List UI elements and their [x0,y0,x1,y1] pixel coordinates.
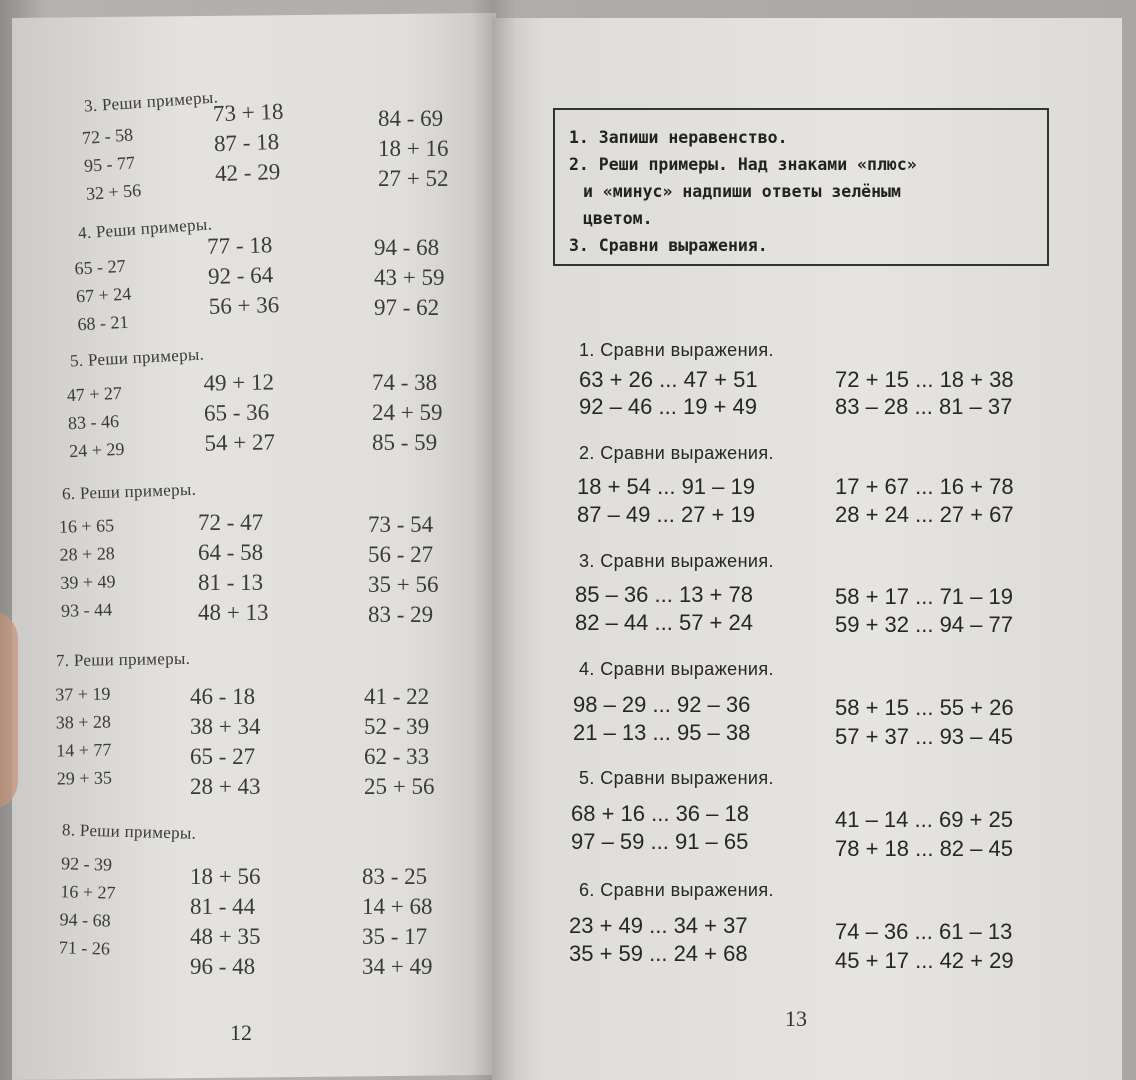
example: 83 - 29 [368,602,434,627]
example: 71 - 26 [58,937,111,959]
example: 48 + 35 [190,924,261,949]
example: 67 + 24 [75,283,132,307]
example: 73 + 18 [212,98,284,127]
task-instruction: цветом. [583,209,653,228]
exercise-title: 1. Сравни выражения. [579,340,774,360]
example: 83 - 46 [67,410,120,434]
task-instruction: 2. Реши примеры. Над знаками «плюс» [569,155,917,174]
column-2 [212,97,286,189]
comparison: 83 – 28 ... 81 – 37 [835,394,1013,419]
example: 27 + 52 [378,166,449,191]
task-instruction: 3. Сравни выражения. [569,236,768,255]
comparison: 78 + 18 ... 82 – 45 [835,836,1013,861]
example: 93 - 44 [60,599,113,621]
comparison: 23 + 49 ... 34 + 37 [569,913,748,938]
comparison: 63 + 26 ... 47 + 51 [579,367,758,392]
exercise-rows [573,578,1053,637]
comparison: 45 + 17 ... 42 + 29 [835,948,1014,973]
example: 64 - 58 [198,540,264,565]
example: 34 + 49 [362,954,433,979]
comparison: 35 + 59 ... 24 + 68 [569,941,748,966]
example: 62 - 33 [364,744,430,769]
column-1 [66,379,125,465]
example: 94 - 68 [374,235,440,260]
comparison: 72 + 15 ... 18 + 38 [835,367,1014,392]
example: 42 - 29 [214,158,281,187]
comparison: 57 + 37 ... 93 – 45 [835,724,1013,749]
example: 28 + 43 [190,774,261,799]
comparison: 97 – 59 ... 91 – 65 [571,829,749,854]
comparison: 41 – 14 ... 69 + 25 [835,807,1013,832]
comparison: 92 – 46 ... 19 + 49 [579,394,757,419]
column-3 [362,862,432,982]
example: 18 + 56 [190,864,261,889]
column-1 [59,511,117,624]
example: 72 - 47 [198,510,264,535]
exercise-rows [573,367,1053,423]
column-1 [55,680,112,793]
exercise-rows [573,470,1053,526]
book-spine [470,0,516,1080]
example: 92 - 64 [207,262,274,289]
column-1 [59,849,117,962]
example: 39 + 49 [60,571,116,593]
example: 14 + 77 [56,739,112,761]
example: 81 - 13 [198,570,264,595]
example: 81 - 44 [190,894,256,919]
task-instruction: и «минус» надпиши ответы зелёным [583,182,901,201]
example: 84 - 69 [378,106,444,131]
comparison: 68 + 16 ... 36 – 18 [571,801,749,826]
exercise-title: 6. Сравни выражения. [579,880,774,900]
column-2 [203,367,275,458]
exercise-title: 6. Реши примеры. [61,479,197,504]
example: 46 - 18 [190,684,256,709]
example: 49 + 12 [203,369,275,396]
comparison: 85 – 36 ... 13 + 78 [575,582,753,607]
exercise-rows [569,907,1053,973]
example: 24 + 59 [372,400,443,425]
example: 16 + 65 [58,515,115,537]
example: 14 + 68 [362,894,433,919]
column-3 [374,233,444,323]
compare-exercise-5 [571,768,1053,861]
exercise-title: 7. Реши примеры. [55,648,191,671]
column-3 [368,510,438,630]
compare-exercise-2 [573,443,1053,526]
example: 65 - 27 [190,744,256,769]
comparison: 74 – 36 ... 61 – 13 [835,919,1013,944]
column-3 [372,368,442,458]
column-2 [198,508,268,628]
example: 35 - 17 [362,924,428,949]
example: 56 + 36 [208,292,280,319]
comparison: 59 + 32 ... 94 – 77 [835,612,1013,637]
task-instruction: 1. Запиши неравенство. [569,128,788,147]
example: 72 - 58 [81,124,134,148]
example: 56 - 27 [368,542,434,567]
example: 24 + 29 [68,438,125,462]
example: 48 + 13 [198,600,269,625]
comparison: 21 – 13 ... 95 – 38 [573,720,751,745]
example: 92 - 39 [60,853,113,875]
column-1 [81,120,142,208]
example: 37 + 19 [55,683,111,705]
exercise-title: 3. Сравни выражения. [579,551,774,571]
comparison: 98 – 29 ... 92 – 36 [573,692,751,717]
task-instructions-box [553,108,1049,266]
example: 65 - 36 [203,399,270,426]
column-3 [378,104,448,194]
example: 68 - 21 [76,311,129,335]
example: 73 - 54 [368,512,434,537]
comparison: 17 + 67 ... 16 + 78 [835,474,1014,499]
page-number-left: 12 [230,1020,252,1045]
column-2 [207,230,280,322]
exercise-title: 5. Реши примеры. [69,344,205,371]
comparison: 82 – 44 ... 57 + 24 [575,610,753,635]
example: 54 + 27 [204,429,276,456]
column-2 [190,862,260,982]
comparison: 28 + 24 ... 27 + 67 [835,502,1014,527]
example: 74 - 38 [372,370,438,395]
example: 41 - 22 [364,684,430,709]
exercise-title: 8. Реши примеры. [61,820,197,843]
comparison: 87 – 49 ... 27 + 19 [577,502,755,527]
example: 65 - 27 [74,255,127,279]
example: 35 + 56 [368,572,439,597]
exercise-title: 4. Сравни выражения. [579,659,774,679]
example: 95 - 77 [83,152,136,176]
example: 29 + 35 [56,767,113,789]
example: 38 + 28 [55,711,112,733]
compare-exercise-4 [573,659,1053,749]
example: 43 + 59 [374,265,445,290]
column-1 [74,252,133,339]
example: 97 - 62 [374,295,440,320]
exercise-title: 2. Сравни выражения. [579,443,774,463]
example: 38 + 34 [190,714,261,739]
compare-exercise-6 [569,880,1053,973]
example: 47 + 27 [66,382,123,406]
example: 25 + 56 [364,774,435,799]
example: 77 - 18 [206,232,273,259]
exercise-title: 5. Сравни выражения. [579,768,774,788]
example: 87 - 18 [213,128,280,157]
example: 52 - 39 [364,714,430,739]
example: 96 - 48 [190,954,256,979]
example: 83 - 25 [362,864,428,889]
page-number-right: 13 [785,1006,807,1031]
thumb [0,610,18,810]
example: 32 + 56 [85,180,142,204]
compare-exercise-1 [573,340,1053,423]
column-2 [190,682,260,802]
compare-exercise-3 [573,551,1053,637]
exercise-rows [573,686,1053,749]
example: 18 + 16 [378,136,449,161]
example: 94 - 68 [59,909,111,931]
exercise-title: 3. Реши примеры. [83,87,219,116]
example: 16 + 27 [60,881,116,903]
comparison: 58 + 15 ... 55 + 26 [835,695,1014,720]
column-3 [364,682,434,802]
exercise-rows [571,795,1053,861]
exercise-title: 4. Реши примеры. [77,214,213,243]
example: 85 - 59 [372,430,438,455]
comparison: 18 + 54 ... 91 – 19 [577,474,755,499]
comparison: 58 + 17 ... 71 – 19 [835,584,1013,609]
example: 28 + 28 [59,543,116,565]
